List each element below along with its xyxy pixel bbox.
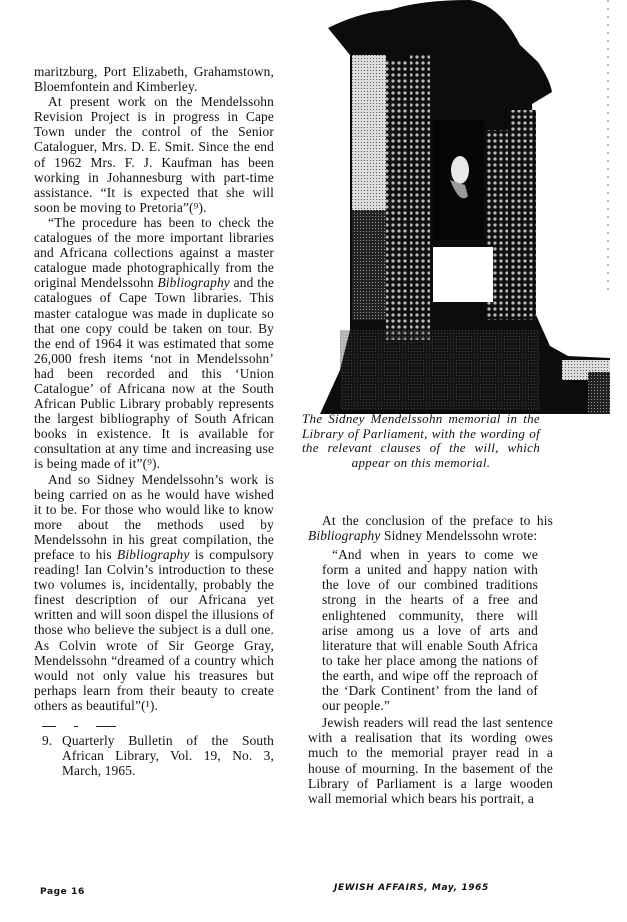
italic-title: Bibliography — [308, 528, 381, 544]
right-column — [308, 513, 553, 806]
photo-caption: The Sidney Mendelssohn memorial in the Library of Parliament, with the wording of the relevant clauses of the will, which appear on this memorial. — [302, 411, 540, 470]
page-number: Page 16 — [40, 887, 85, 897]
paragraph — [308, 513, 553, 543]
paragraph-text: And so Sidney Mendelssohn’s work is being carried on as he would have wished it to be. For those who would like to know more about the methods used by Mendelssohn in his great compilation, the preface to his — [34, 471, 274, 562]
paragraph: Jewish readers will read the last sentence with a realisation that its wording owes much to the memorial prayer read in a house of mourning. In the basement of the Library of Parliament is a large wooden wall memorial which bears his portrait, a — [308, 715, 553, 806]
paragraph — [34, 472, 274, 714]
paragraph-text: is compulsory reading! Ian Colvin’s introduction to these two volumes is, incidentally, probably the finest description of our Africana yet written and will soon dispel the illusions of those who believe the subject is a dull one. As Colvin wrote of Sir George Gray, Mendelssohn “dreamed of a country which would not only value his treasures but perhaps learn from their beauty to create others as beautiful”(¹). — [34, 547, 274, 713]
journal-running-footer: JEWISH AFFAIRS, May, 1965 — [334, 883, 489, 893]
block-quote — [322, 547, 538, 713]
footnote-number: 9. — [42, 733, 53, 749]
paragraph-text: At the conclusion of the preface to his — [322, 513, 553, 528]
footnote-text: Quarterly Bulletin of the South African Library, Vol. 19, No. 3, March, 1965. — [62, 733, 274, 779]
paragraph-text: and the catalogues of Cape Town libraries. This master catalogue was made in duplicate so that one copy could be taken on tour. By the end of 1964 it was estimated that some 26,000 fresh items ‘not in Mendelssohn’ had been recorded and this ‘Union Catalogue’ of Africana now at the South African Public Library probably represents the largest bibliography of South African books in existence. It is available for consultation at any time and increasing use is being made of it”(⁹). — [34, 275, 275, 472]
left-column — [34, 64, 274, 778]
quote-text: “And when in years to come we form a united and happy nation with the love of our combined traditions strong in the hearts of a free and enlightened community, there will arise among us a love of arts and literature that will enable South Africa to take her place among the nations of the earth, and wipe off the reproach of the ‘Dark Continent’ from the land of our people.” — [322, 547, 538, 714]
paragraph-text: “The procedure has been to check the catalogues of the more important libraries and Africana collections against a master catalogue made photographically from the original Mendelssohn — [34, 214, 274, 291]
paragraph-text: Sidney Mendelssohn wrote: — [383, 528, 538, 544]
memorial-photo — [300, 0, 612, 414]
paragraph: At present work on the Mendelssohn Revision Project is in progress in Cape Town under the control of the Senior Cataloguer, Mrs. D. E. Smit. Since the end of 1962 Mrs. F. J. Kaufman has been working in Johannesburg with part-time assistance. “It is expected that she will soon be moving to Pretoria”(⁹). — [34, 94, 274, 215]
italic-title: Bibliography — [157, 275, 230, 291]
italic-title: Bibliography — [117, 547, 190, 562]
footnote — [34, 733, 274, 778]
paragraph: maritzburg, Port Elizabeth, Grahamstown, Bloemfontein and Kimberley. — [34, 64, 274, 95]
footnote-separator — [42, 723, 274, 729]
paragraph — [34, 215, 274, 472]
